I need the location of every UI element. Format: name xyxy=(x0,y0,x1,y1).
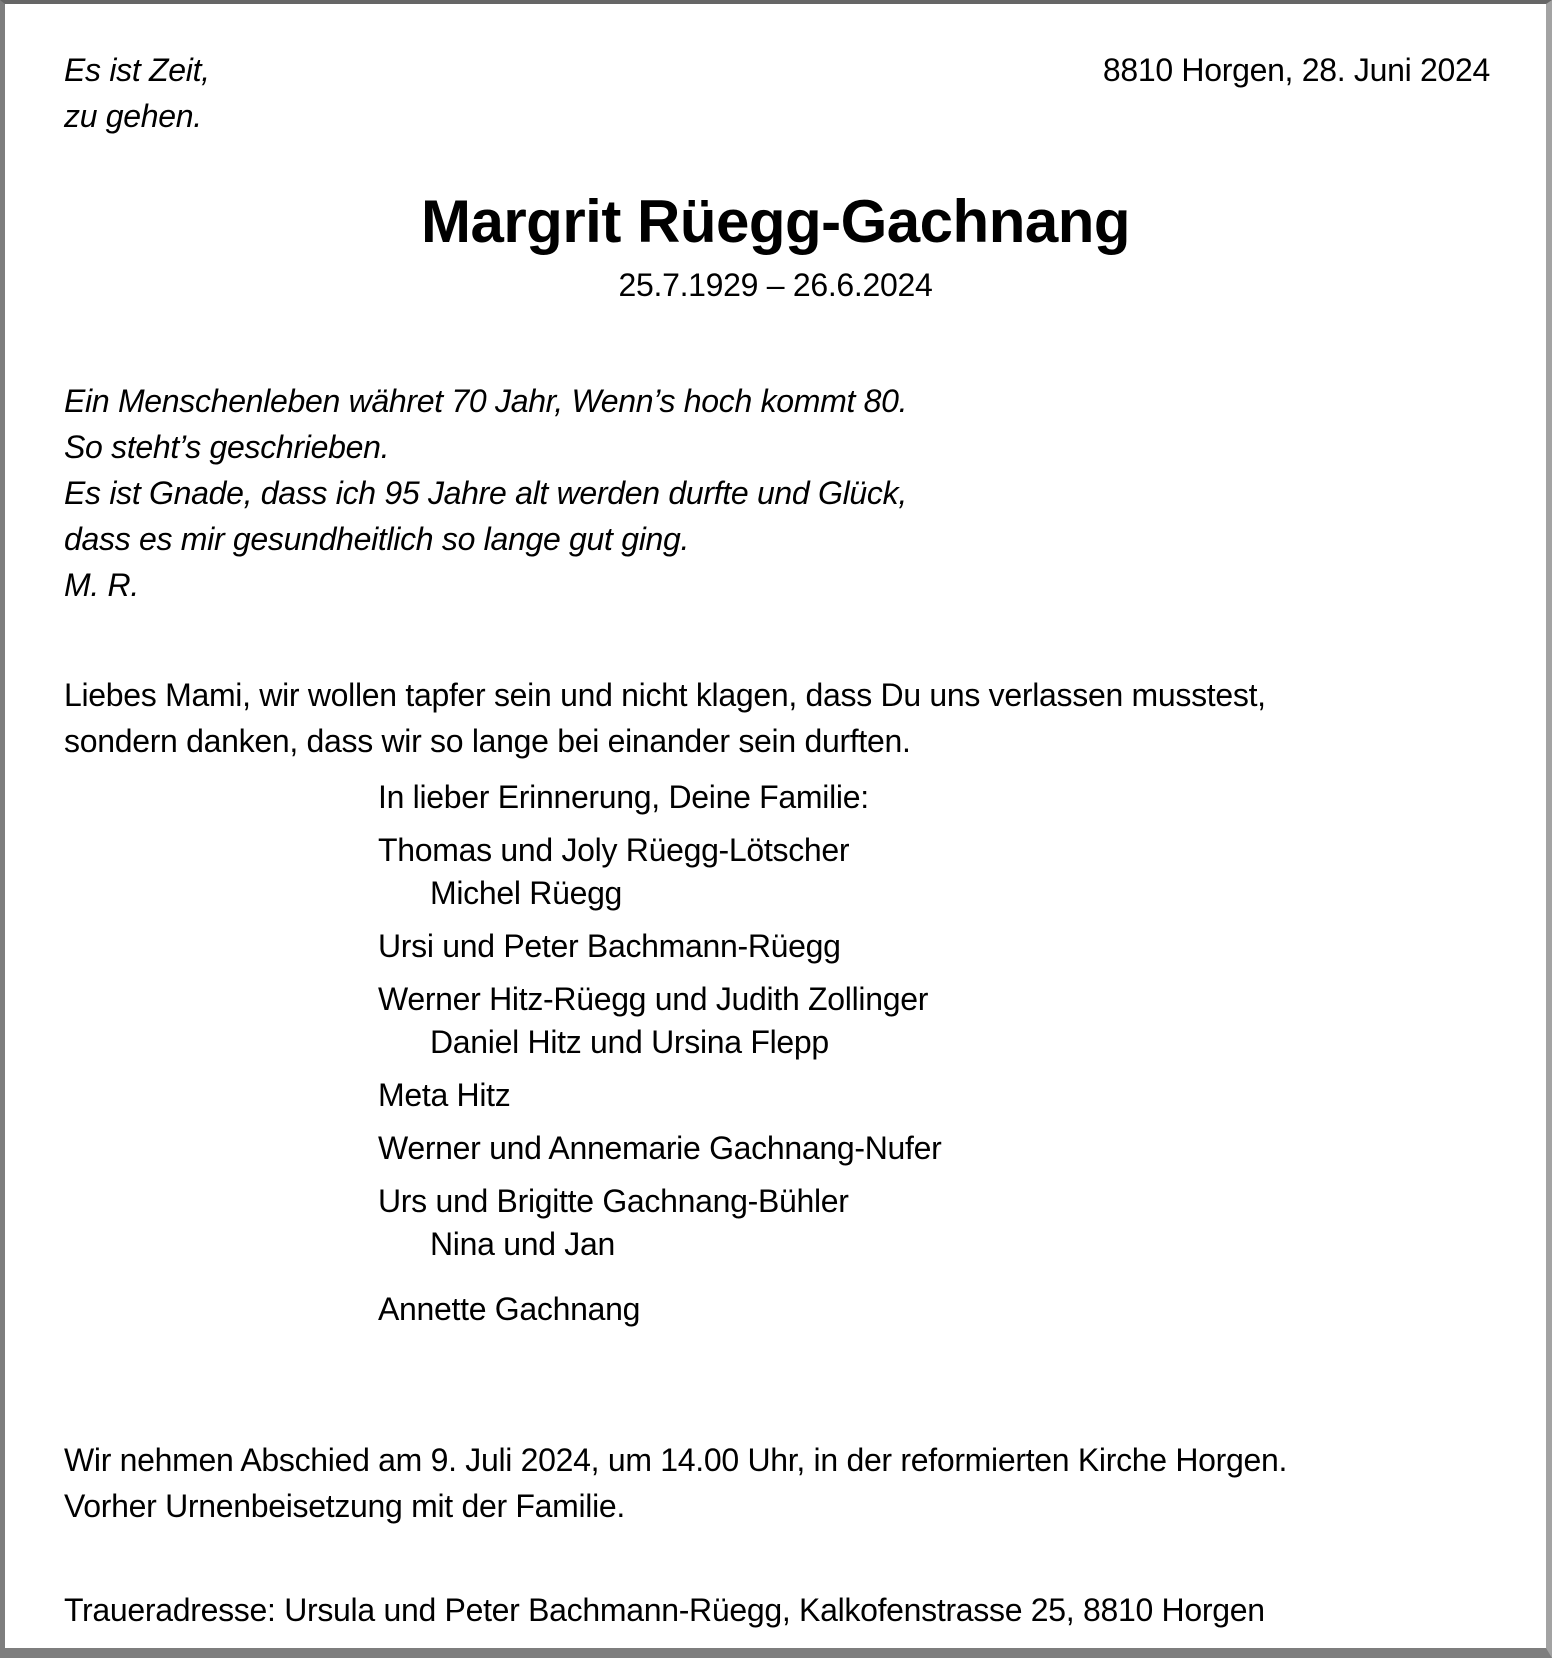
epigraph xyxy=(64,47,210,139)
memorial-poem xyxy=(64,378,907,608)
family-entry: Werner und Annemarie Gachnang-Nufer xyxy=(378,1130,942,1166)
family-entry: Werner Hitz-Rüegg und Judith Zollinger xyxy=(378,981,929,1017)
farewell-paragraph xyxy=(64,672,1266,764)
family-list xyxy=(378,776,941,1331)
farewell-line: Liebes Mami, wir wollen tapfer sein und nicht klagen, dass Du uns verlassen musstest, xyxy=(64,677,1266,713)
family-entry: Daniel Hitz und Ursina Flepp xyxy=(430,1024,829,1060)
epigraph-line-2: zu gehen. xyxy=(64,98,202,134)
life-dates: 25.7.1929 – 26.6.2024 xyxy=(618,267,933,303)
poem-line: So steht’s geschrieben. xyxy=(64,429,390,465)
family-entry: Urs und Brigitte Gachnang-Bühler xyxy=(378,1183,849,1219)
family-entry: Annette Gachnang xyxy=(378,1291,641,1327)
family-entry: Meta Hitz xyxy=(378,1077,511,1113)
poem-line: Es ist Gnade, dass ich 95 Jahre alt werden durfte und Glück, xyxy=(64,475,907,511)
deceased-name: Margrit Rüegg-Gachnang xyxy=(420,188,1131,255)
poem-line: Ein Menschenleben währet 70 Jahr, Wenn’s hoch kommt 80. xyxy=(64,383,908,419)
poem-initials: M. R. xyxy=(64,567,139,603)
farewell-line: sondern danken, dass wir so lange bei einander sein durften. xyxy=(64,723,911,759)
family-entry: Ursi und Peter Bachmann-Rüegg xyxy=(378,928,841,964)
family-intro: In lieber Erinnerung, Deine Familie: xyxy=(378,779,869,815)
mourning-address: Traueradresse: Ursula und Peter Bachmann-Rüegg, Kalkofenstrasse 25, 8810 Horgen xyxy=(64,1592,1265,1628)
poem-line: dass es mir gesundheitlich so lange gut ging. xyxy=(64,521,690,557)
family-entry: Nina und Jan xyxy=(430,1226,615,1262)
funeral-details xyxy=(64,1437,1287,1529)
family-entry: Thomas und Joly Rüegg-Lötscher xyxy=(378,832,850,868)
epigraph-line-1: Es ist Zeit, xyxy=(64,52,210,88)
funeral-line: Wir nehmen Abschied am 9. Juli 2024, um 14.00 Uhr, in der reformierten Kirche Horgen. xyxy=(64,1442,1288,1478)
place-dateline: 8810 Horgen, 28. Juni 2024 xyxy=(1102,52,1490,88)
family-entry: Michel Rüegg xyxy=(430,875,623,911)
funeral-line: Vorher Urnenbeisetzung mit der Familie. xyxy=(64,1488,626,1524)
